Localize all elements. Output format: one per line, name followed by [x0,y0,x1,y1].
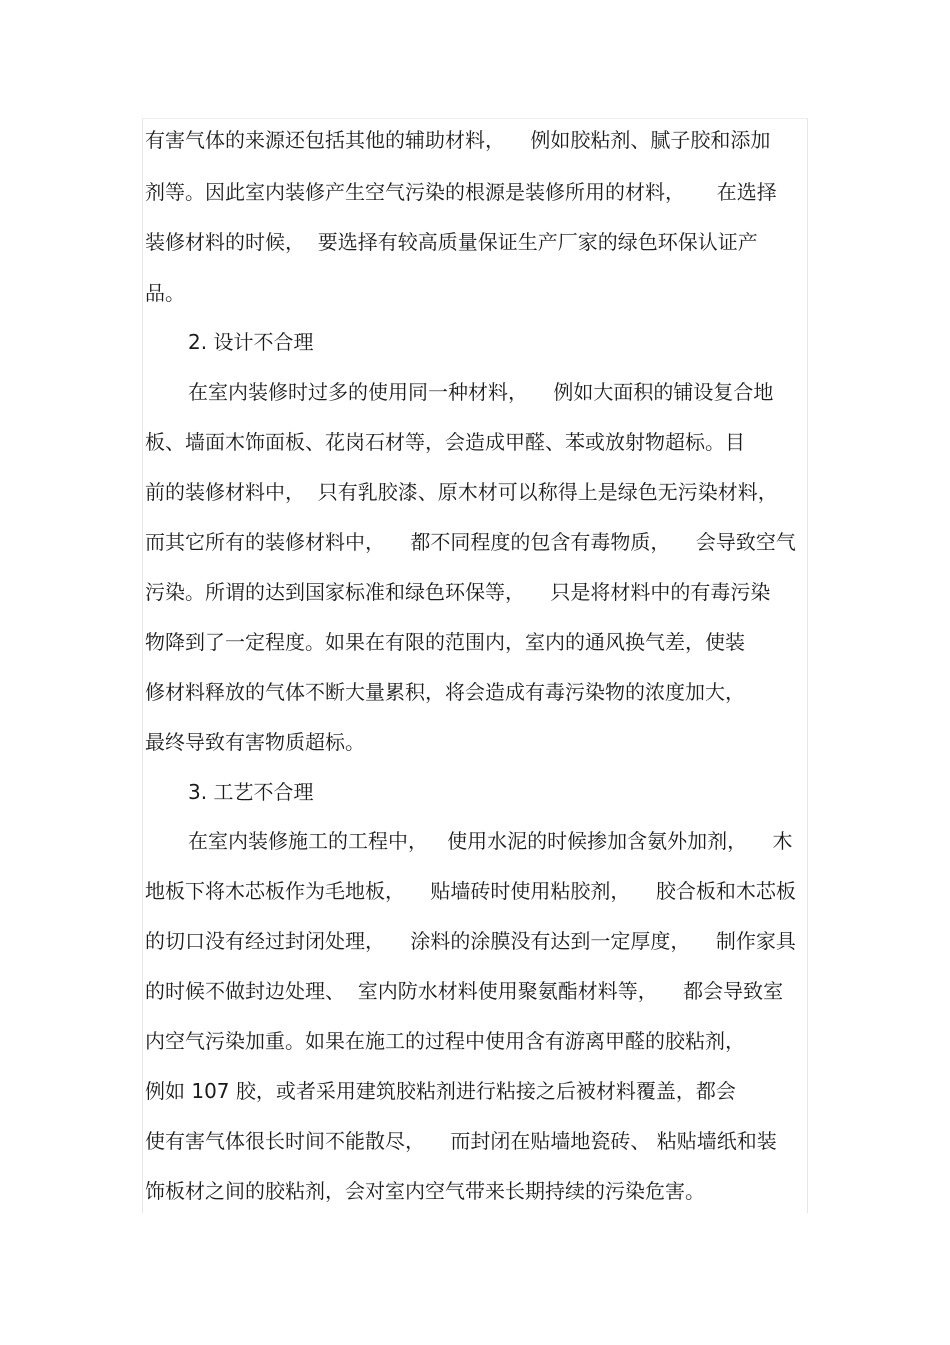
text-line: 物降到了一定程度。如果在有限的范围内，室内的通风换气差，使装 [145,630,745,654]
text-line: 有害气体的来源还包括其他的辅助材料， 例如胶粘剂、腻子胶和添加 [145,128,771,152]
text-line: 使有害气体很长时间不能散尽， 而封闭在贴墙地瓷砖、 粘贴墙纸和装 [145,1129,777,1153]
text-line: 装修材料的时候， 要选择有较高质量保证生产厂家的绿色环保认证产 [145,230,758,254]
text-line: 内空气污染加重。如果在施工的过程中使用含有游离甲醛的胶粘剂， [145,1029,745,1053]
section-heading: 2. 设计不合理 [188,330,314,354]
text-line: 在室内装修时过多的使用同一种材料， 例如大面积的铺设复合地 [188,380,774,404]
text-line: 修材料释放的气体不断大量累积，将会造成有毒污染物的浓度加大， [145,680,745,704]
text-line: 板、墙面木饰面板、花岗石材等，会造成甲醛、苯或放射物超标。目 [145,430,745,454]
text-line: 剂等。因此室内装修产生空气污染的根源是装修所用的材料， 在选择 [145,180,777,204]
text-line: 的时候不做封边处理、 室内防水材料使用聚氨酯材料等， 都会导致室 [145,979,784,1003]
text-line: 地板下将木芯板作为毛地板， 贴墙砖时使用粘胶剂， 胶合板和木芯板 [145,879,796,903]
section-heading: 3. 工艺不合理 [188,780,314,804]
text-line: 前的装修材料中， 只有乳胶漆、原木材可以称得上是绿色无污染材料， [145,480,778,504]
text-line: 在室内装修施工的工程中， 使用水泥的时候掺加含氨外加剂， 木 [188,829,793,853]
text-line: 品。 [145,281,185,305]
text-line: 饰板材之间的胶粘剂，会对室内空气带来长期持续的污染危害。 [145,1179,705,1203]
text-line: 例如 107 胶，或者采用建筑胶粘剂进行粘接之后被材料覆盖，都会 [145,1079,736,1103]
text-line: 而其它所有的装修材料中， 都不同程度的包含有毒物质， 会导致空气 [145,530,796,554]
text-line: 最终导致有害物质超标。 [145,730,365,754]
text-line: 的切口没有经过封闭处理， 涂料的涂膜没有达到一定厚度， 制作家具 [145,929,796,953]
text-line: 污染。所谓的达到国家标准和绿色环保等， 只是将材料中的有毒污染 [145,580,771,604]
